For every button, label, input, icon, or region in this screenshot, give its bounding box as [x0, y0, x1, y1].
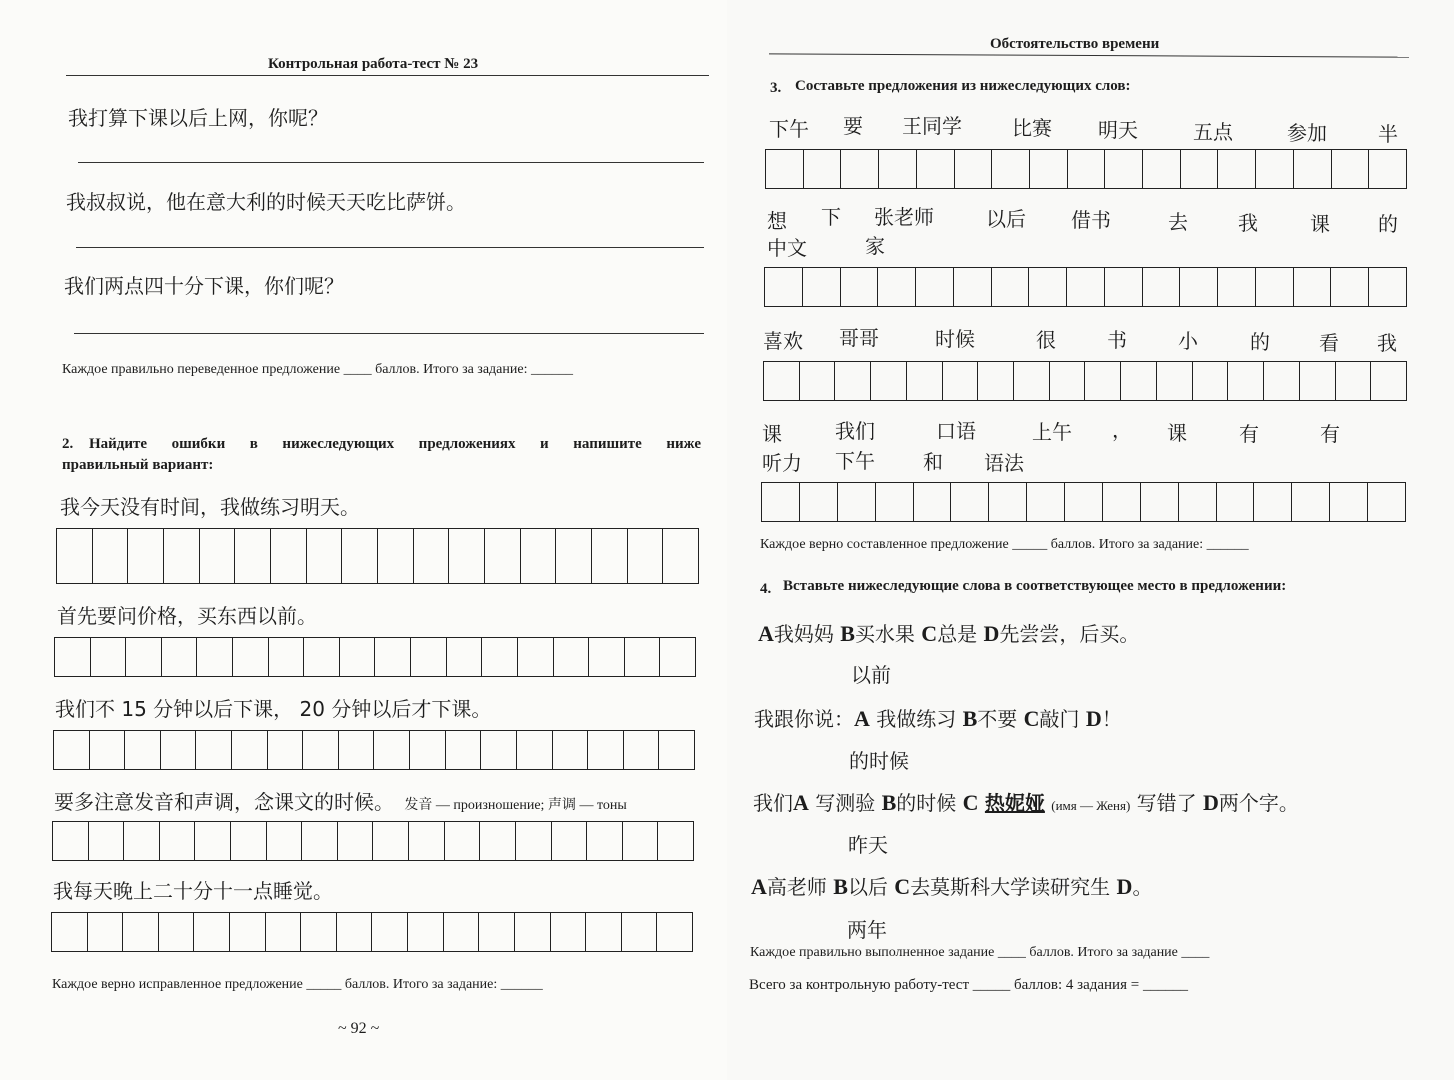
word-chip: 下 [821, 205, 841, 229]
slot-d[interactable]: D [1203, 790, 1219, 815]
task4-word-3: 昨天 [848, 833, 888, 857]
answer-line-2[interactable] [76, 247, 704, 248]
answer-grid-item-5[interactable] [51, 912, 693, 952]
word-chip: 去 [1168, 210, 1188, 234]
word-chip: 中文 [767, 236, 807, 260]
word-chip: 我们 [835, 419, 875, 443]
task3-answer-grid-4[interactable] [761, 482, 1406, 522]
task4-sentence-1 [758, 618, 1139, 647]
slot-c[interactable]: C [1023, 706, 1040, 731]
word-chip: 小 [1178, 329, 1198, 353]
sentence-part: 先尝尝，后买。 [999, 622, 1140, 646]
word-chip: 的 [1378, 212, 1398, 236]
word-chip: 课 [1167, 421, 1187, 445]
task4-number: 4. [760, 581, 772, 597]
task4-sentence-3 [753, 787, 1299, 816]
task2-gloss: 发音 — произношение; 声调 — тоны [404, 798, 627, 813]
word-chip: 时候 [935, 327, 975, 351]
slot-a[interactable]: A [793, 790, 809, 815]
task2-item-1: 我今天没有时间，我做练习明天。 [60, 495, 360, 519]
task2-item-2: 首先要问价格，买东西以前。 [57, 604, 317, 628]
word-chip: 课 [762, 422, 782, 446]
task2-instruction-line1: Найдите ошибки в нижеследующих предложениях и напишите ниже [89, 436, 701, 452]
page-number-left: ~ 92 ~ [338, 1020, 380, 1037]
word-chip: 语法 [984, 451, 1024, 475]
slot-d[interactable]: D [1116, 874, 1133, 899]
answer-line-3[interactable] [74, 333, 704, 334]
answer-grid-item-4[interactable] [52, 821, 694, 861]
header-rule [66, 75, 709, 76]
word-chip: 书 [1107, 328, 1127, 352]
task3-instruction: Составьте предложения из нижеследующих слов: [795, 78, 1131, 94]
slot-a[interactable]: A [854, 706, 870, 731]
slot-b[interactable]: B [881, 790, 897, 815]
translation-sentence-3: 我们两点四十分下课，你们呢？ [64, 274, 344, 298]
slot-d[interactable]: D [1085, 706, 1102, 731]
sentence-part: 高老师 [766, 875, 827, 899]
left-page-header: Контрольная работа-тест № 23 [268, 56, 479, 72]
word-chip: 哥哥 [839, 326, 879, 350]
score-note-task4: Каждое правильно выполненное задание ____ баллов. Итого за задание ____ [750, 945, 1210, 960]
sentence-part: 两个字。 [1218, 791, 1299, 815]
answer-grid-item-1[interactable] [56, 528, 699, 584]
word-chip: 借书 [1071, 208, 1111, 232]
right-page-header: Обстоятельство времени [990, 36, 1160, 52]
task4-word-1: 以前 [851, 663, 891, 687]
word-chip: 课 [1310, 212, 1330, 236]
word-chip: 以后 [986, 207, 1026, 231]
sentence-part: 以后 [847, 875, 888, 899]
task2-item-4 [54, 786, 627, 815]
word-chip: 和 [923, 450, 943, 474]
word-chip: 听力 [762, 451, 802, 475]
task4-sentence-2 [754, 703, 1122, 732]
word-chip: 下午 [769, 117, 809, 141]
task4-sentence-4 [751, 871, 1152, 900]
word-chip: 张老师 [874, 205, 934, 229]
slot-c[interactable]: C [962, 790, 979, 815]
word-chip: 有 [1239, 422, 1259, 446]
word-chip: 比赛 [1012, 116, 1052, 140]
word-chip: 家 [865, 234, 885, 258]
word-chip: 我 [1377, 331, 1397, 355]
word-chip: 王同学 [902, 114, 962, 138]
word-chip: ， [1112, 418, 1132, 442]
sentence-part: 。 [1132, 875, 1153, 899]
translation-sentence-2: 我叔叔说，他在意大利的时候天天吃比萨饼。 [66, 190, 466, 214]
word-chip: 半 [1378, 122, 1398, 146]
word-chip: 的 [1250, 330, 1270, 354]
task2-instruction-line2: правильный вариант: [62, 457, 214, 473]
word-chip: 我 [1238, 211, 1258, 235]
total-score-note: Всего за контрольную работу-тест _____ баллов: 4 задания = ______ [749, 977, 1188, 993]
slot-a[interactable]: A [758, 621, 774, 646]
sentence-part: 买水果 [854, 622, 915, 646]
word-chip: 上午 [1032, 420, 1072, 444]
word-chip: 看 [1319, 331, 1339, 355]
task2-item-3: 我们不 15 分钟以后下课， 20 分钟以后才下课。 [55, 697, 492, 721]
task2-item-4-text: 要多注意发音和声调，念课文的时候。 [54, 790, 394, 814]
sentence-part: 去莫斯科大学读研究生 [910, 875, 1111, 899]
task4-instruction: Вставьте нижеследующие слова в соответствующее место в предложении: [783, 578, 1287, 594]
task2-number: 2. [62, 436, 74, 452]
score-note-task3: Каждое верно составленное предложение _____ баллов. Итого за задание: ______ [760, 537, 1249, 552]
sentence-part: 我做练习 [876, 707, 957, 731]
slot-c[interactable]: C [894, 874, 911, 899]
slot-d[interactable]: D [983, 621, 1000, 646]
answer-grid-item-3[interactable] [53, 730, 695, 770]
right-page [727, 0, 1454, 1080]
task4-word-4: 两年 [847, 918, 887, 942]
sentence-part: 不要 [977, 707, 1018, 731]
sentence-part: 敲门 [1039, 707, 1080, 731]
sentence-part: 我妈妈 [773, 622, 834, 646]
answer-line-1[interactable] [78, 162, 704, 163]
translation-sentence-1: 我打算下课以后上网，你呢？ [68, 106, 328, 130]
task3-answer-grid-1[interactable] [765, 149, 1407, 189]
task3-answer-grid-3[interactable] [763, 361, 1407, 401]
score-note-task2: Каждое верно исправленное предложение _____ баллов. Итого за задание: ______ [52, 977, 543, 992]
sentence-part: ！ [1101, 707, 1122, 731]
name-word: 热妮娅 [984, 791, 1045, 815]
word-chip: 喜欢 [763, 329, 803, 353]
sentence-part: 我们 [753, 791, 793, 815]
slot-b[interactable]: B [962, 706, 978, 731]
name-gloss: (имя — Женя) [1051, 798, 1131, 813]
word-chip: 明天 [1098, 118, 1138, 142]
word-chip: 想 [767, 209, 787, 233]
word-chip: 要 [843, 114, 863, 138]
word-chip: 口语 [936, 419, 976, 443]
slot-a[interactable]: A [751, 874, 767, 899]
header-rule [769, 53, 1409, 57]
word-chip: 下午 [835, 449, 875, 473]
sentence-part: 总是 [937, 622, 978, 646]
word-chip: 五点 [1193, 120, 1233, 144]
task2-item-5: 我每天晚上二十分十一点睡觉。 [53, 879, 333, 903]
task3-answer-grid-2[interactable] [764, 267, 1407, 307]
word-chip: 很 [1036, 328, 1056, 352]
sentence-part: 我跟你说： [754, 707, 854, 731]
slot-b[interactable]: B [840, 621, 855, 646]
task4-word-2: 的时候 [849, 749, 909, 773]
word-chip: 有 [1320, 422, 1340, 446]
sentence-part: 的时候 [896, 791, 957, 815]
slot-c[interactable]: C [921, 621, 938, 646]
word-chip: 参加 [1287, 121, 1327, 145]
slot-b[interactable]: B [833, 874, 848, 899]
sentence-part: 写测验 [815, 791, 876, 815]
score-note-task1: Каждое правильно переведенное предложение ____ баллов. Итого за задание: ______ [62, 362, 573, 377]
sentence-part: 写错了 [1136, 791, 1197, 815]
answer-grid-item-2[interactable] [54, 637, 696, 677]
task3-number: 3. [770, 80, 782, 96]
